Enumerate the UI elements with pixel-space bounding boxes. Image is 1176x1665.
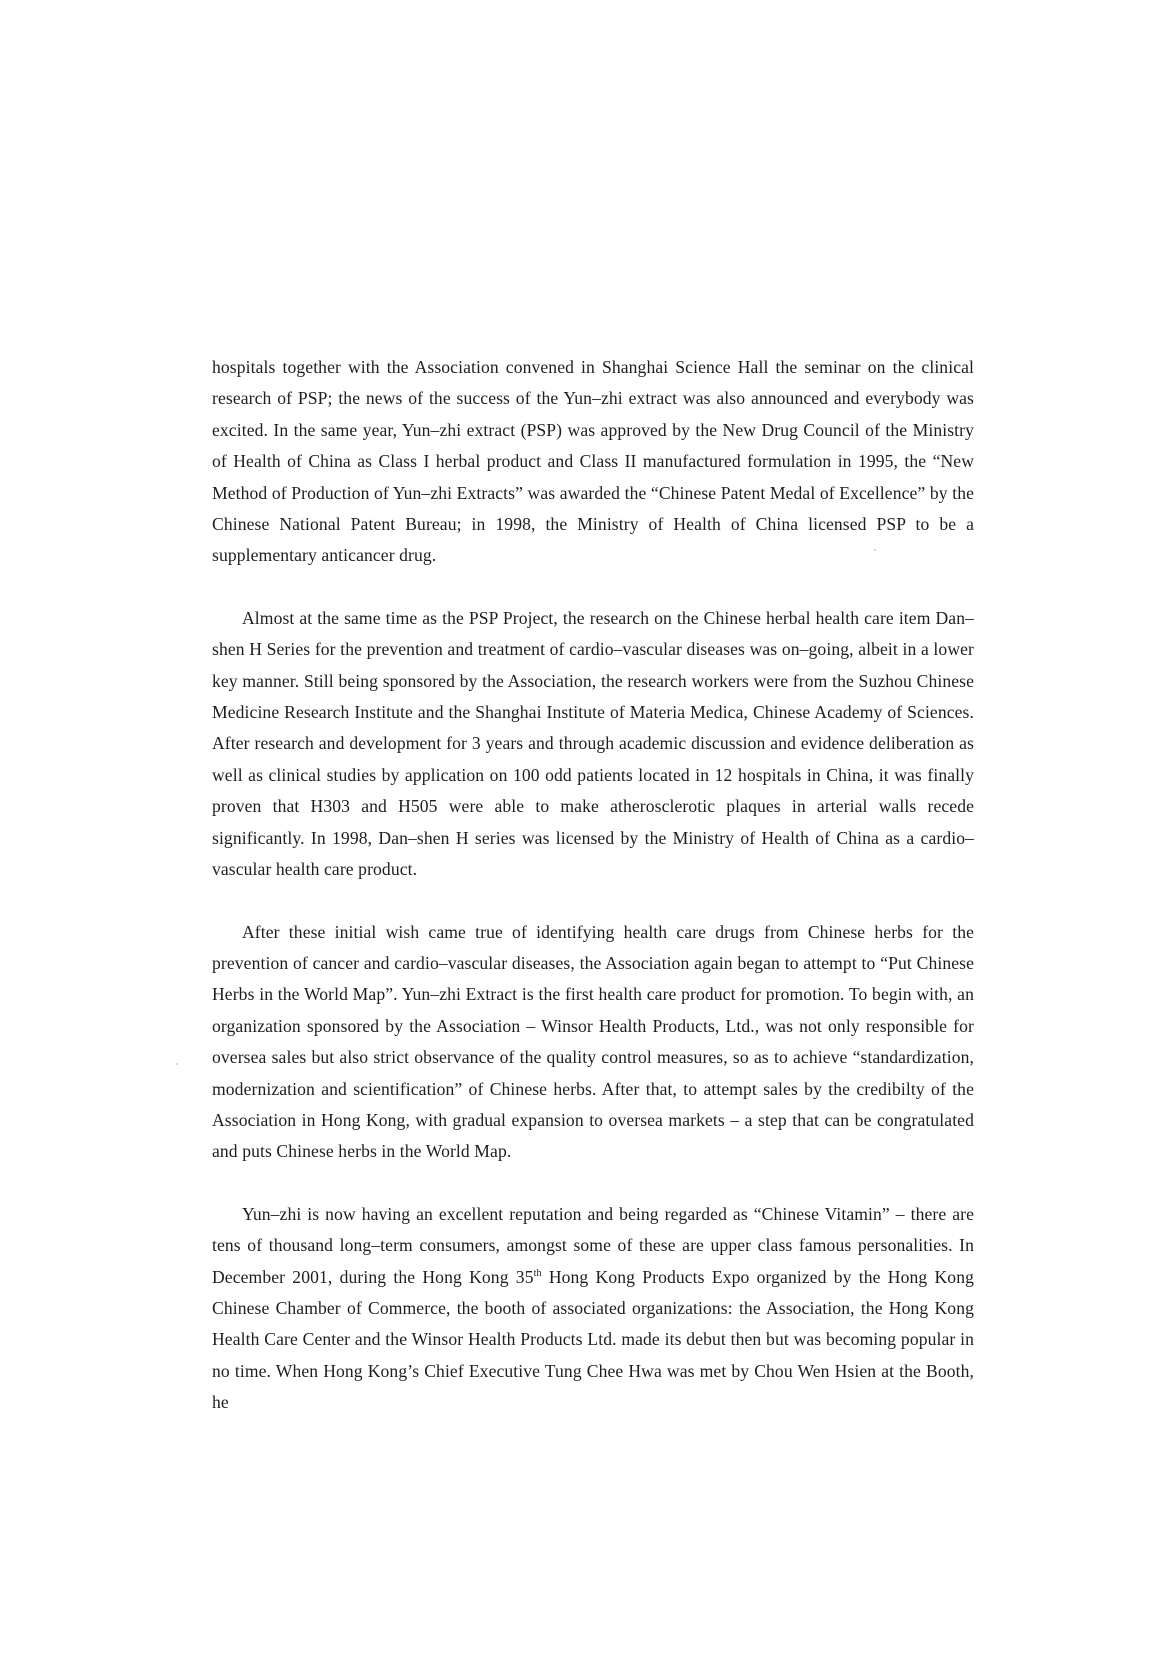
document-page	[212, 352, 974, 1419]
paragraph-text-after-superscript: Hong Kong Products Expo organized by the Hong Kong Chinese Chamber of Commerce, the booth of associated organizations: the Association, the Hong Kong Health Care Center and the Winsor Health Products Ltd. made its debut then but was becoming popular in no time. When Hong Kong’s Chief Executive Tung Chee Hwa was met by Chou Wen Hsien at the Booth, he	[212, 1266, 974, 1413]
paragraph-psp-approval: hospitals together with the Association convened in Shanghai Science Hall the seminar on the clinical research of PSP; the news of the success of the Yun–zhi extract was also announced and everybody was excited. In the same year, Yun–zhi extract (PSP) was approved by the New Drug Council of the Ministry of Health of China as Class I herbal product and Class II manufactured formulation in 1995, the “New Method of Production of Yun–zhi Extracts” was awarded the “Chinese Patent Medal of Excellence” by the Chinese National Patent Bureau; in 1998, the Ministry of Health of China licensed PSP to be a supplementary anticancer drug.	[212, 357, 974, 566]
paragraph-yun-zhi-reputation	[212, 1199, 974, 1419]
scan-speck	[176, 1063, 178, 1065]
scan-speck	[874, 549, 876, 551]
paragraph-dan-shen-research: Almost at the same time as the PSP Project, the research on the Chinese herbal health care item Dan–shen H Series for the prevention and treatment of cardio–vascular diseases was on–going, albeit in a lower key manner. Still being sponsored by the Association, the research workers were from the Suzhou Chinese Medicine Research Institute and the Shanghai Institute of Materia Medica, Chinese Academy of Sciences. After research and development for 3 years and through academic discussion and evidence deliberation as well as clinical studies by application on 100 odd patients located in 12 hospitals in China, it was finally proven that H303 and H505 were able to make atherosclerotic plaques in arterial walls recede significantly. In 1998, Dan–shen H series was licensed by the Ministry of Health of China as a cardio–vascular health care product.	[212, 607, 974, 880]
ordinal-superscript: th	[533, 1267, 542, 1279]
paragraph-text-before-superscript: Yun–zhi is now having an excellent reputation and being regarded as “Chinese Vitamin” – there are tens of thousand long–term consumers, amongst some of these are upper class famous personalities. In December 2001, during the Hong Kong 35	[212, 1203, 974, 1287]
paragraph-world-map-promotion: After these initial wish came true of identifying health care drugs from Chinese herbs for the prevention of cancer and cardio–vascular diseases, the Association again began to attempt to “Put Chinese Herbs in the World Map”. Yun–zhi Extract is the first health care product for promotion. To begin with, an organization sponsored by the Association – Winsor Health Products, Ltd., was not only responsible for oversea sales but also strict observance of the quality control measures, so as to achieve “standardization, modernization and scientification” of Chinese herbs. After that, to attempt sales by the credibilty of the Association in Hong Kong, with gradual expansion to oversea markets – a step that can be congratulated and puts Chinese herbs in the World Map.	[212, 921, 974, 1162]
